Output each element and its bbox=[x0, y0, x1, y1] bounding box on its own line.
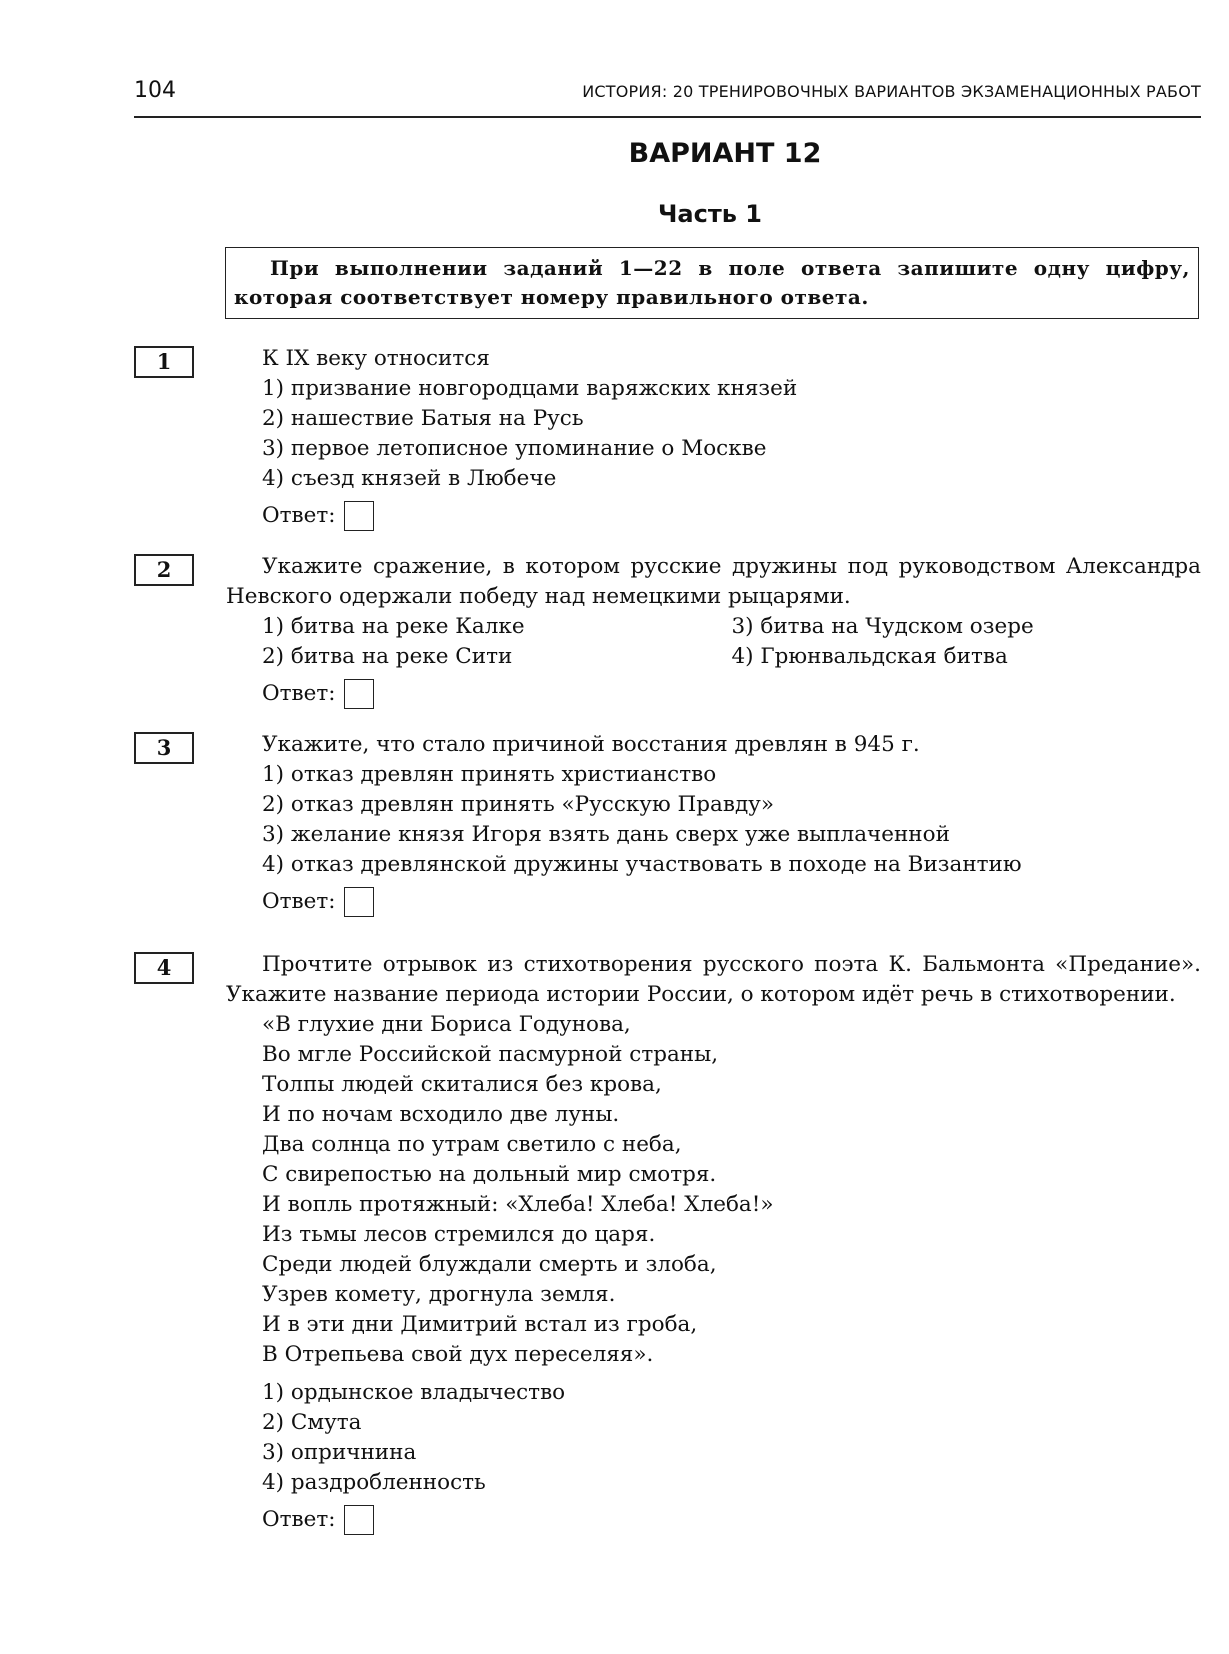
page-header bbox=[134, 78, 1201, 118]
answer-label: Ответ: bbox=[262, 1507, 336, 1532]
task-number-box: 4 bbox=[134, 952, 194, 984]
poem-line: С свирепостью на дольный мир смотря. bbox=[262, 1162, 717, 1187]
poem-line: Среди людей блуждали смерть и злоба, bbox=[262, 1252, 717, 1277]
task-number-box: 1 bbox=[134, 346, 194, 378]
task-option: 3) битва на Чудском озере bbox=[731, 614, 1034, 639]
poem-line: Толпы людей скиталися без крова, bbox=[262, 1072, 662, 1097]
answer-label: Ответ: bbox=[262, 889, 336, 914]
poem-line: «В глухие дни Бориса Годунова, bbox=[262, 1012, 631, 1037]
poem-line: В Отрепьева свой дух переселяя». bbox=[262, 1342, 654, 1367]
answer-row bbox=[226, 498, 1201, 534]
task-option: 2) отказ древлян принять «Русскую Правду» bbox=[262, 792, 774, 817]
poem-line: Два солнца по утрам светило с неба, bbox=[262, 1132, 682, 1157]
options-row bbox=[226, 612, 1201, 642]
options-row bbox=[226, 642, 1201, 672]
variant-title: ВАРИАНТ 12 bbox=[628, 138, 822, 169]
task-option: 3) желание князя Игоря взять дань сверх уже выплаченной bbox=[262, 822, 950, 847]
answer-label: Ответ: bbox=[262, 681, 336, 706]
task-number-box: 3 bbox=[134, 732, 194, 764]
answer-box[interactable] bbox=[344, 679, 374, 709]
answer-label: Ответ: bbox=[262, 503, 336, 528]
task-option: 4) съезд князей в Любече bbox=[262, 466, 557, 491]
poem-excerpt bbox=[226, 1010, 1201, 1370]
task-option: 2) битва на реке Сити bbox=[262, 644, 513, 669]
task-number-box: 2 bbox=[134, 554, 194, 586]
poem-line: Из тьмы лесов стремился до царя. bbox=[262, 1222, 656, 1247]
task-option: 2) нашествие Батыя на Русь bbox=[262, 406, 584, 431]
answer-row bbox=[226, 884, 1201, 920]
running-title: ИСТОРИЯ: 20 ТРЕНИРОВОЧНЫХ ВАРИАНТОВ ЭКЗАМЕНАЦИОННЫХ РАБОТ bbox=[582, 82, 1201, 101]
poem-line: Во мгле Российской пасмурной страны, bbox=[262, 1042, 719, 1067]
page-number: 104 bbox=[134, 78, 176, 103]
part-title: Часть 1 bbox=[658, 200, 762, 228]
poem-line: И вопль протяжный: «Хлеба! Хлеба! Хлеба!» bbox=[262, 1192, 774, 1217]
task-question: Прочтите отрывок из стихотворения русского поэта К. Бальмонта «Предание». Укажите название периода истории России, о котором идёт речь в стихотворении. bbox=[226, 952, 1201, 1007]
task-question: Укажите сражение, в котором русские дружины под руководством Александра Невского одержали победу над немецкими рыцарями. bbox=[226, 554, 1201, 609]
instruction-box: При выполнении заданий 1—22 в поле ответа запишите одну цифру, которая соответствует номеру правильного ответа. bbox=[225, 247, 1199, 319]
poem-line: И по ночам всходило две луны. bbox=[262, 1102, 620, 1127]
answer-box[interactable] bbox=[344, 887, 374, 917]
task-option: 1) отказ древлян принять христианство bbox=[262, 762, 717, 787]
task-option: 4) Грюнвальдская битва bbox=[731, 644, 1008, 669]
answer-row bbox=[226, 1502, 1201, 1538]
task-option: 3) опричнина bbox=[262, 1440, 417, 1465]
poem-line: Узрев комету, дрогнула земля. bbox=[262, 1282, 616, 1307]
task-option: 4) раздробленность bbox=[262, 1470, 486, 1495]
answer-box[interactable] bbox=[344, 501, 374, 531]
task-option: 3) первое летописное упоминание о Москве bbox=[262, 436, 767, 461]
answer-row bbox=[226, 676, 1201, 712]
task-option: 1) битва на реке Калке bbox=[262, 614, 525, 639]
task-question: К IX веку относится bbox=[262, 346, 490, 371]
task-option: 4) отказ древлянской дружины участвовать в походе на Византию bbox=[262, 852, 1022, 877]
task-option: 1) призвание новгородцами варяжских князей bbox=[262, 376, 798, 401]
task-question: Укажите, что стало причиной восстания древлян в 945 г. bbox=[262, 732, 920, 757]
task-option: 1) ордынское владычество bbox=[262, 1380, 566, 1405]
task-option: 2) Смута bbox=[262, 1410, 362, 1435]
poem-line: И в эти дни Димитрий встал из гроба, bbox=[262, 1312, 698, 1337]
answer-box[interactable] bbox=[344, 1505, 374, 1535]
